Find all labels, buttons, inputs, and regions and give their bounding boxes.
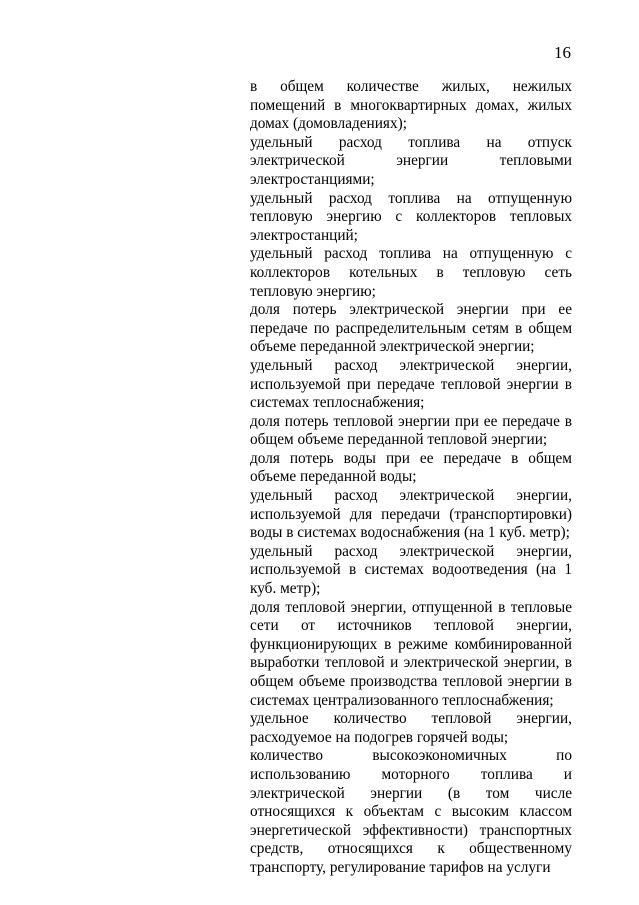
paragraph-1: в общем количестве жилых, нежилых помещений в многоквартирных домах, жилых домах (домовладениях); bbox=[250, 78, 572, 133]
paragraph-5: доля потерь электрической энергии при ее передаче по распределительным сетям в общем объеме переданной электрической энергии; bbox=[250, 301, 572, 356]
paragraph-4: удельный расход топлива на отпущенную с коллекторов котельных в тепловую сеть тепловую энергию; bbox=[250, 245, 572, 300]
paragraph-6: удельный расход электрической энергии, используемой при передаче тепловой энергии в системах теплоснабжения; bbox=[250, 356, 572, 412]
paragraph-7: доля потерь тепловой энергии при ее передаче в общем объеме переданной тепловой энергии; bbox=[250, 412, 572, 449]
document-body bbox=[250, 78, 572, 878]
paragraph-12: удельное количество тепловой энергии, расходуемое на подогрев горячей воды; bbox=[250, 710, 572, 746]
page-number: 16 bbox=[554, 43, 571, 62]
paragraph-9: удельный расход электрической энергии, используемой для передачи (транспортировки) воды в системах водоснабжения (на 1 куб. метр); bbox=[250, 487, 572, 542]
paragraph-11: доля тепловой энергии, отпущенной в тепловые сети от источников тепловой энергии, функционирующих в режиме комбинированной выработки тепловой и электрической энергии, в общем объеме производства тепловой энергии в системах централизованного теплоснабжения; bbox=[250, 598, 572, 709]
paragraph-8: доля потерь воды при ее передаче в общем объеме переданной воды; bbox=[250, 449, 572, 486]
paragraph-3: удельный расход топлива на отпущенную тепловую энергию с коллекторов тепловых электростанций; bbox=[250, 189, 572, 244]
paragraph-2: удельный расход топлива на отпуск электрической энергии тепловыми электростанциями; bbox=[250, 133, 572, 188]
paragraph-10: удельный расход электрической энергии, используемой в системах водоотведения (на 1 куб. метр); bbox=[250, 542, 572, 598]
paragraph-13: количество высокоэкономичных по использованию моторного топлива и электрической энергии (в том числе относящихся к объектам с высоким классом энергетической эффективности) транспортных средств, относящихся к общественному транспорту, регулирование тарифов на услуги bbox=[250, 747, 572, 876]
